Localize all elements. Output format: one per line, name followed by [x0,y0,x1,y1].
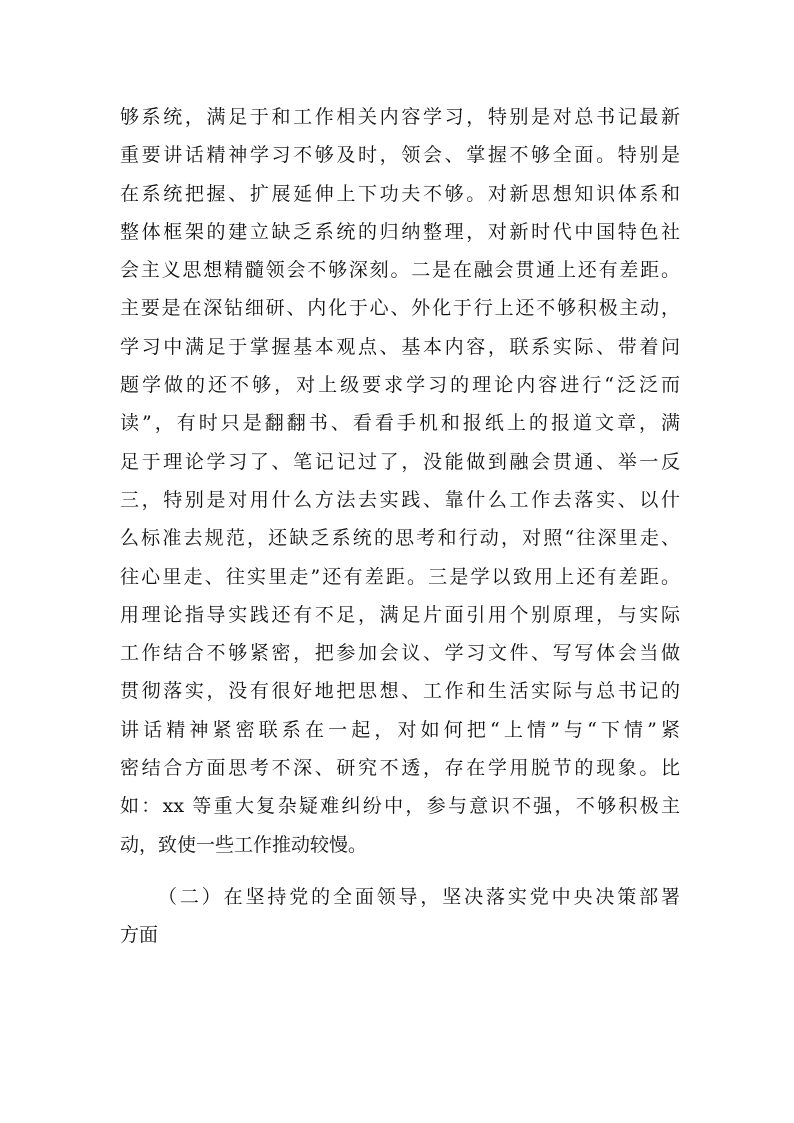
body-line-16: 贯彻落实，没有很好地把思想、工作和生活实际与总书记的 [120,680,680,703]
section-heading-line-2: 方面 [120,924,159,947]
section-heading [120,878,680,955]
body-line-20: 动，致使一些工作推动较慢。 [120,833,368,856]
body-paragraph [120,98,680,864]
body-line-3: 在系统把握、扩展延伸上下功夫不够。对新思想知识体系和 [120,182,680,205]
body-line-4: 整体框架的建立缺乏系统的归纳整理，对新时代中国特色社 [120,220,680,243]
body-line-11: 三，特别是对用什么方法去实践、靠什么工作去落实、以什 [120,488,680,511]
body-line-13: 往心里走、往实里走”还有差距。三是学以致用上还有差距。 [120,565,680,588]
body-line-7: 学习中满足于掌握基本观点、基本内容，联系实际、带着问 [120,335,680,358]
document-body [120,98,680,955]
body-line-15: 工作结合不够紧密，把参加会议、学习文件、写写体会当做 [120,642,680,665]
body-line-17: 讲话精神紧密联系在一起，对如何把“上情”与“下情”紧 [120,718,680,741]
body-line-9: 读”，有时只是翻翻书、看看手机和报纸上的报道文章，满 [120,412,680,435]
section-heading-line-1: （二）在坚持党的全面领导，坚决落实党中央决策部署 [158,885,680,908]
body-line-18: 密结合方面思考不深、研究不透，存在学用脱节的现象。比 [120,757,680,780]
body-line-5: 会主义思想精髓领会不够深刻。二是在融会贯通上还有差距。 [120,259,680,282]
body-line-2: 重要讲话精神学习不够及时，领会、掌握不够全面。特别是 [120,144,680,167]
body-line-6: 主要是在深钻细研、内化于心、外化于行上还不够积极主动， [120,297,680,320]
body-line-1: 够系统，满足于和工作相关内容学习，特别是对总书记最新 [120,106,680,128]
body-line-12: 么标准去规范，还缺乏系统的思考和行动，对照“往深里走、 [120,527,680,550]
body-line-14: 用理论指导实践还有不足，满足片面引用个别原理，与实际 [120,603,680,626]
body-line-19: 如：xx 等重大复杂疑难纠纷中，参与意识不强，不够积极主 [120,795,680,818]
body-line-10: 足于理论学习了、笔记记过了，没能做到融会贯通、举一反 [120,450,680,473]
body-line-8: 题学做的还不够，对上级要求学习的理论内容进行“泛泛而 [120,374,680,397]
